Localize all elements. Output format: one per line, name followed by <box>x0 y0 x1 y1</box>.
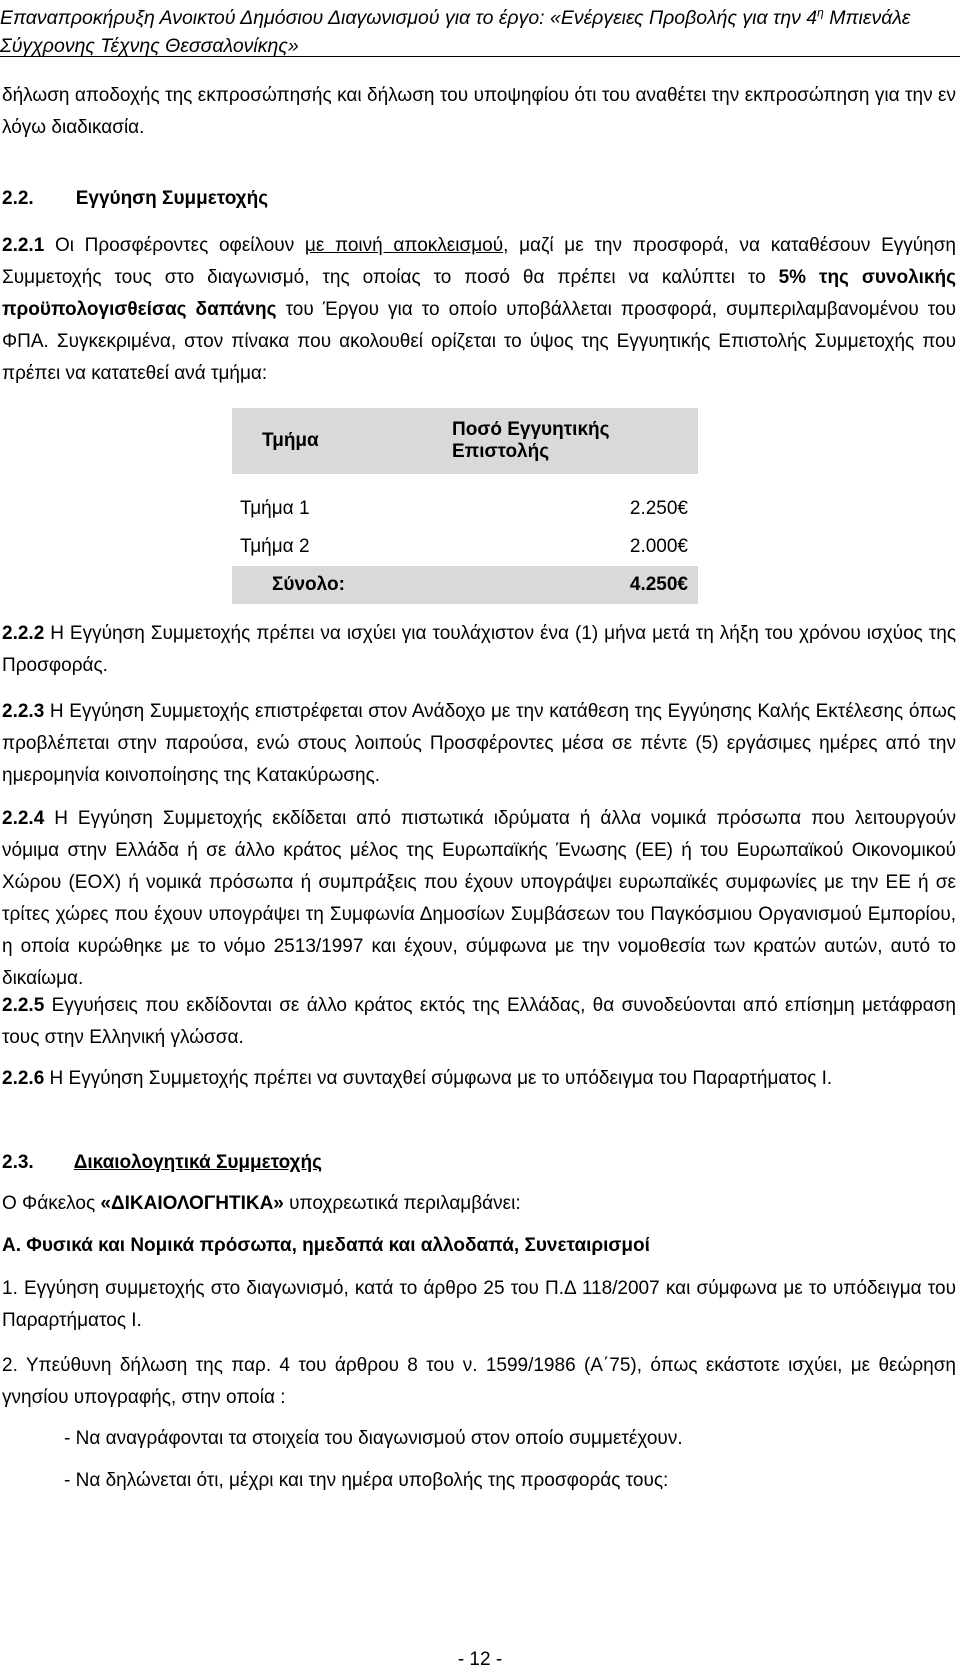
guarantee-table <box>232 408 698 604</box>
paragraph-2-2-3: 2.2.3 Η Εγγύηση Συμμετοχής επιστρέφεται στον Ανάδοχο με την κατάθεση της Εγγύησης Καλής Εκτέλεσης όπως προβλέπεται στην παρούσα, ενώ στους λοιπούς Προσφέροντες μέσα σε πέντε (5) εργάσιμες ημέρες από την ημερομηνία κοινοποίησης της Κατακύρωσης. <box>2 701 956 786</box>
table-total-row <box>232 566 698 604</box>
row-amount: 2.000€ <box>629 536 688 557</box>
intro-paragraph: δήλωση αποδοχής της εκπροσώπησής και δήλωση του υποψηφίου ότι του αναθέτει την εκπροσώπηση για την εν λόγω διαδικασία. <box>2 85 956 138</box>
paragraph-2-2-1: 2.2.1 Οι Προσφέροντες οφείλουν με ποινή αποκλεισμού, μαζί με την προσφορά, να καταθέσουν Εγγύηση Συμμετοχής τους στο διαγωνισμό, της οποίας το ποσό θα πρέπει να καλύπτει το 5% της συνολικής προϋπολογισθείσας δαπάνης του Έργου για το οποίο υποβάλλεται προσφορά, συμπεριλαμβανομένου του ΦΠΑ. Συγκεκριμένα, στον πίνακα που ακολουθεί ορίζεται το ύψος της Εγγυητικής Επιστολής Συμμετοχής που πρέπει να κατατεθεί ανά τμήμα: <box>2 235 957 384</box>
paragraph-2-2-4: 2.2.4 Η Εγγύηση Συμμετοχής εκδίδεται από πιστωτικά ιδρύματα ή άλλα νομικά πρόσωπα που λειτουργούν νόμιμα στην Ελλάδα ή σε άλλο κράτος μέλος της Ευρωπαϊκής Ένωσης (ΕΕ) ή του Ευρωπαϊκού Οικονομικού Χώρου (ΕΟΧ) ή νομικά πρόσωπα ή συμπράξεις που έχουν υπογράψει ευρωπαϊκές συμφωνίες με την ΕΕ ή σε τρίτες χώρες που έχουν υπογράψει τη Συμφωνία Δημοσίων Συμβάσεων του Παγκόσμιου Οργανισμού Εμπορίου, η οποία κυρώθηκε με το νόμο 2513/1997 και έχουν, σύμφωνα με την νομοθεσία των κρατών αυτών, αυτό το δικαίωμα. <box>2 808 956 989</box>
bullet-1: - Να αναγράφονται τα στοιχεία του διαγωνισμού στον οποίο συμμετέχουν. <box>64 1428 683 1449</box>
table-header-row <box>232 408 698 474</box>
section-2-3-heading: 2.3. Δικαιολογητικά Συμμετοχής <box>2 1152 322 1173</box>
table-row <box>232 528 698 566</box>
table-row <box>232 490 698 528</box>
column-header-part: Τμήμα <box>232 408 422 474</box>
header-rule <box>0 56 960 57</box>
total-label: Σύνολο: <box>232 566 422 604</box>
header-line-1: Επαναπροκήρυξη Ανοικτού Δημόσιου Διαγωνισμού για το έργο: «Ενέργειες Προβολής για την $4^\eta$ Μπιενάλε <box>0 5 911 29</box>
paragraph-2-2-6: 2.2.6 Η Εγγύηση Συμμετοχής πρέπει να συνταχθεί σύμφωνα με το υπόδειγμα του Παραρτήματος Ι. <box>2 1068 833 1089</box>
header-line-2: Σύγχρονης Τέχνης Θεσσαλονίκης» <box>0 35 299 57</box>
paragraph-2-2-5: 2.2.5 Εγγυήσεις που εκδίδονται σε άλλο κράτος εκτός της Ελλάδας, θα συνοδεύονται από επίσημη μετάφραση τους στην Ελληνική γλώσσα. <box>2 995 956 1048</box>
column-header-amount: Ποσό Εγγυητικής Επιστολής <box>422 408 698 474</box>
row-label: Τμήμα 2 <box>240 536 310 557</box>
bullet-2: - Να δηλώνεται ότι, μέχρι και την ημέρα υποβολής της προσφοράς τους: <box>64 1470 669 1491</box>
heading-a: Α. Φυσικά και Νομικά πρόσωπα, ημεδαπά και αλλοδαπά, Συνεταιρισμοί <box>2 1235 650 1256</box>
list-item-2: 2. Υπεύθυνη δήλωση της παρ. 4 του άρθρου 8 του ν. 1599/1986 (Α΄75), όπως εκάστοτε ισχύει, με θεώρηση γνησίου υπογραφής, στην οποία : <box>2 1355 956 1408</box>
row-label: Τμήμα 1 <box>240 498 310 519</box>
page-number: - 12 - <box>457 1649 503 1670</box>
paragraph-2-2-2: 2.2.2 Η Εγγύηση Συμμετοχής πρέπει να ισχύει για τουλάχιστον ένα (1) μήνα μετά τη λήξη του χρόνου ισχύος της Προσφοράς. <box>2 623 956 676</box>
row-amount: 2.250€ <box>629 498 688 519</box>
page-header <box>0 4 960 60</box>
folder-line: Ο Φάκελος «ΔΙΚΑΙΟΛΟΓΗΤΙΚΑ» υποχρεωτικά περιλαμβάνει: <box>2 1193 521 1214</box>
total-amount: 4.250€ <box>422 566 698 604</box>
section-2-2-heading: 2.2. Εγγύηση Συμμετοχής <box>2 188 269 209</box>
table-spacer <box>232 474 698 490</box>
list-item-1: 1. Εγγύηση συμμετοχής στο διαγωνισμό, κατά το άρθρο 25 του Π.Δ 118/2007 και σύμφωνα με το υπόδειγμα του Παραρτήματος Ι. <box>2 1278 956 1331</box>
